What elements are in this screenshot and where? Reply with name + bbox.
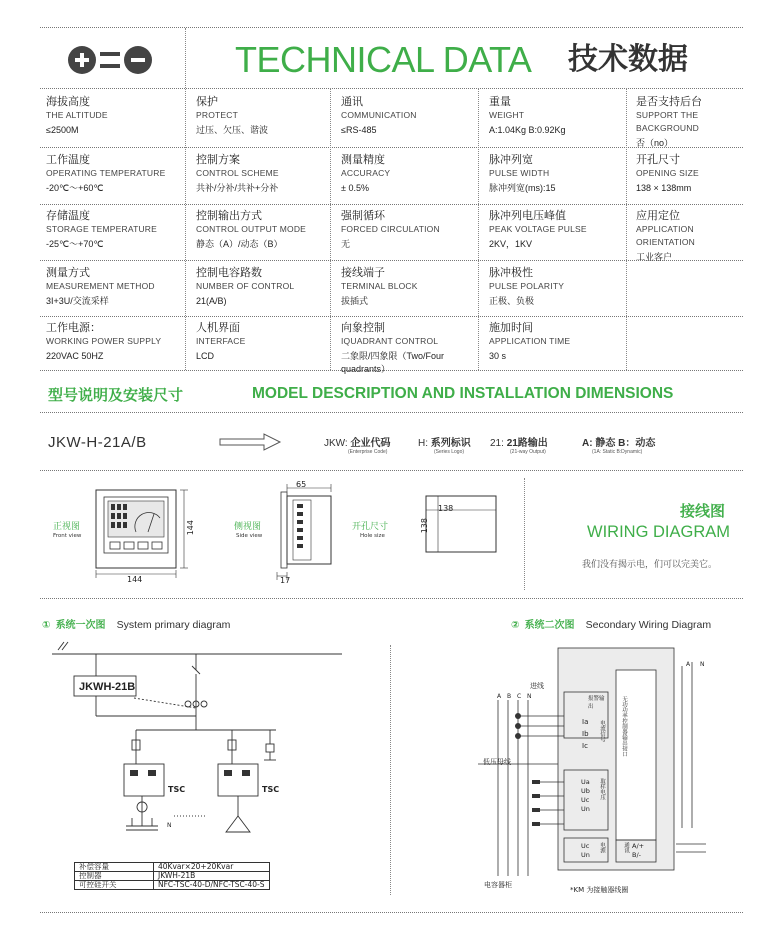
voltage-terminal: Un — [581, 805, 590, 813]
page-title-cn: 技术数据 — [568, 42, 688, 77]
spec-val: 工业客户 — [636, 252, 673, 262]
bom-cell: 控制器 — [75, 872, 154, 881]
spec-cn: 海拔高度 — [46, 96, 90, 108]
spec-en: STORAGE TEMPERATURE — [46, 224, 158, 234]
km-footnote: *KM 为接触器线圈 — [570, 886, 629, 894]
spec-cn: 脉冲极性 — [489, 267, 533, 279]
spec-en: APPLICATION ORIENTATION — [636, 224, 696, 247]
front-view-label-en: Front view — [53, 533, 82, 539]
tsc-label-2: TSC — [262, 785, 280, 794]
bom-cell: NFC-TSC-40-D/NFC-TSC-40-S — [154, 881, 270, 890]
spec-cn: 施加时间 — [489, 322, 533, 334]
tsc-label-1: TSC — [168, 785, 186, 794]
front-height-dim: 144 — [186, 520, 195, 536]
spec-cn: 接线端子 — [341, 267, 385, 279]
secondary-diagram — [478, 640, 718, 900]
spec-val: 共补/分补/共补+分补 — [196, 183, 279, 193]
primary-diagram — [46, 640, 346, 862]
power-label: 电源 — [599, 842, 605, 853]
brand-logo-icon — [66, 40, 156, 80]
spec-val: 138 × 138mm — [636, 183, 692, 193]
spec-cell — [196, 267, 336, 308]
spec-cn: 控制输出方式 — [196, 210, 262, 222]
phase-c: C — [517, 693, 522, 700]
spec-cell — [46, 322, 186, 363]
spec-val: 3I+3U/交流采样 — [46, 296, 109, 306]
comm-terminal: A/+ — [632, 842, 645, 850]
spec-cell — [489, 322, 629, 363]
section-divider — [40, 470, 743, 471]
grid-divider — [40, 88, 743, 89]
comm-terminal: B/- — [632, 851, 641, 859]
spec-cell — [196, 322, 336, 363]
spec-cn: 向象控制 — [341, 322, 385, 334]
side-view-label-en: Side view — [236, 533, 263, 539]
spec-cell — [196, 96, 336, 137]
spec-cn: 控制电容路数 — [196, 267, 262, 279]
phase-n: N — [527, 693, 532, 700]
spec-cell — [636, 210, 746, 264]
spec-en: NUMBER OF CONTROL — [196, 281, 295, 291]
alarm-label: 报警输出 — [588, 696, 605, 710]
grid-divider — [40, 316, 743, 317]
model-code: JKW-H-21A/B — [48, 434, 147, 451]
side-view-drawing — [275, 480, 335, 584]
spec-val: 拔插式 — [341, 296, 369, 306]
current-terminal: Ib — [582, 730, 589, 738]
wiring-title-cn: 接线图 — [680, 502, 726, 520]
wiring-vdivider — [524, 478, 525, 590]
spec-val: 220VAC 50HZ — [46, 351, 104, 361]
comm-label: 通讯 — [623, 842, 629, 853]
spec-en: OPENING SIZE — [636, 168, 699, 178]
spec-cell — [46, 96, 186, 137]
spec-cell — [196, 154, 336, 195]
wiring-title-en: WIRING DIAGRAM — [587, 523, 730, 541]
spec-en: PROTECT — [196, 110, 239, 120]
hole-size-label: 开孔尺寸 — [352, 522, 389, 532]
legend-h: H: 系列标识 (Series Logo) — [418, 438, 471, 455]
spec-val: 无 — [341, 239, 351, 249]
spec-en: WEIGHT — [489, 110, 525, 120]
voltage-terminal: Ub — [581, 787, 590, 795]
bottom-divider — [40, 912, 743, 913]
bus-label: 低压母线 — [483, 758, 511, 766]
spec-val: 21(A/B) — [196, 296, 227, 306]
bom-table — [74, 862, 270, 890]
wiring-note: 我们没有揭示电，们可以完美它。 — [582, 560, 718, 570]
spec-cell — [489, 154, 629, 195]
front-view-label: 正视图 — [53, 522, 81, 532]
spec-cell — [489, 267, 629, 308]
power-terminal: Un — [581, 851, 590, 859]
side-view-label: 侧视图 — [234, 522, 262, 532]
spec-val: -25℃～+70℃ — [46, 239, 104, 249]
spec-en: WORKING POWER SUPPLY — [46, 336, 162, 346]
spec-val: ± 0.5% — [341, 183, 369, 193]
spec-val: A:1.04Kg B:0.92Kg — [489, 125, 566, 135]
spec-en: PEAK VOLTAGE PULSE — [489, 224, 587, 234]
bom-cell: JKWH-21B — [154, 872, 270, 881]
spec-cn: 测量精度 — [341, 154, 385, 166]
spec-cell — [46, 154, 186, 195]
phase-b: B — [507, 693, 512, 700]
grid-divider — [40, 204, 743, 205]
model-section-title-cn: 型号说明及安装尺寸 — [48, 386, 184, 404]
spec-cell — [341, 96, 481, 137]
spec-cn: 控制方案 — [196, 154, 240, 166]
spec-cn: 工作温度 — [46, 154, 90, 166]
incoming-line-label: 进线 — [530, 682, 544, 690]
hole-height-dim: 138 — [420, 518, 429, 534]
grid-vdivider — [185, 28, 186, 370]
spec-val: 30 s — [489, 351, 507, 361]
spec-en: TERMINAL BLOCK — [341, 281, 418, 291]
secondary-diagram-title: ② 系统二次图 Secondary Wiring Diagram — [511, 619, 712, 631]
spec-cell — [341, 210, 481, 251]
voltage-terminal: Ua — [581, 778, 590, 786]
spec-cn: 工作电源： — [46, 322, 101, 334]
bom-cell: 可控硅开关 — [75, 881, 154, 890]
controller-label: JKWH-21B — [79, 681, 136, 693]
spec-cell — [46, 267, 186, 308]
spec-cn: 测量方式 — [46, 267, 90, 279]
top-divider — [40, 27, 743, 28]
spec-val: 过压、欠压、谐波 — [196, 125, 269, 135]
spec-en: PULSE WIDTH — [489, 168, 550, 178]
model-section-title-en: MODEL DESCRIPTION AND INSTALLATION DIMENSIONS — [252, 385, 674, 402]
spec-en: CONTROL OUTPUT MODE — [196, 224, 307, 234]
current-signal-label: 电流信号 — [599, 720, 605, 742]
spec-en: CONTROL SCHEME — [196, 168, 279, 178]
legend-jkw: JKW: 企业代码 (Enterprise Code) — [324, 438, 391, 455]
current-terminal: Ia — [582, 718, 589, 726]
diagram-vdivider — [390, 645, 391, 895]
spec-cell — [489, 96, 629, 137]
spec-val: ≤2500M — [46, 125, 79, 135]
spec-en: INTERFACE — [196, 336, 246, 346]
spec-cn: 人机界面 — [196, 322, 240, 334]
spec-en: MEASUREMENT METHOD — [46, 281, 155, 291]
spec-en: OPERATING TEMPERATURE — [46, 168, 166, 178]
arrow-right-icon — [218, 432, 282, 452]
spec-en: ACCURACY — [341, 168, 391, 178]
spec-cn: 脉冲列电压峰值 — [489, 210, 566, 222]
phase-a-top: A — [686, 661, 691, 668]
spec-val: 正极、负极 — [489, 296, 535, 306]
current-terminal: Ic — [582, 742, 588, 750]
hole-width-dim: 138 — [438, 504, 454, 513]
section-divider — [40, 412, 743, 413]
spec-en: COMMUNICATION — [341, 110, 417, 120]
spec-val: 否（no） — [636, 138, 674, 148]
spec-val: 脉冲列宽(ms):15 — [489, 183, 556, 193]
spec-en: PULSE POLARITY — [489, 281, 565, 291]
cabinet-label: 电容器柜 — [484, 881, 512, 889]
spec-en: IQUADRANT CONTROL — [341, 336, 439, 346]
spec-cn: 保护 — [196, 96, 218, 108]
spec-en: FORCED CIRCULATION — [341, 224, 440, 234]
voltage-terminal: Uc — [581, 796, 590, 804]
spec-cell — [196, 210, 336, 251]
spec-val: 二象限/四象限（Two/Four quadrants） — [341, 351, 445, 374]
side-depth-dim: 65 — [296, 480, 307, 489]
spec-cell — [46, 210, 186, 251]
spec-en: SUPPORT THE BACKGROUND — [636, 110, 699, 133]
legend-21: 21: 21路输出 (21-way Output) — [490, 438, 548, 455]
phase-a: A — [497, 693, 502, 700]
spec-val: 静态（A）/动态（B） — [196, 239, 283, 249]
spec-cell — [636, 96, 746, 150]
spec-cn: 应用定位 — [636, 210, 680, 222]
spec-cn: 是否支持后台 — [636, 96, 702, 108]
power-terminal: Uc — [581, 842, 590, 850]
spec-en: APPLICATION TIME — [489, 336, 571, 346]
spec-cell — [341, 154, 481, 195]
primary-diagram-title: ① 系统一次图 System primary diagram — [42, 619, 231, 631]
neutral-label: N — [167, 822, 172, 829]
front-view-drawing — [92, 488, 202, 584]
spec-val: -20℃～+60℃ — [46, 183, 104, 193]
spec-val: ≤RS-485 — [341, 125, 377, 135]
hole-size-label-en: Hole size — [360, 533, 385, 539]
spec-cn: 通讯 — [341, 96, 363, 108]
spec-cell — [636, 154, 746, 195]
spec-cn: 存储温度 — [46, 210, 90, 222]
section-divider — [40, 598, 743, 599]
phase-n-top: N — [700, 661, 705, 668]
front-width-dim: 144 — [127, 575, 143, 584]
spec-cn: 重量 — [489, 96, 511, 108]
spec-cell — [489, 210, 629, 251]
legend-ab: A: 静态 B：动态 (1A: Static B:Dynamic) — [582, 438, 656, 455]
bom-cell: 40Kvar×20+20Kvar — [154, 863, 270, 872]
spec-en: THE ALTITUDE — [46, 110, 108, 120]
spec-cell — [341, 267, 481, 308]
page-title-en: TECHNICAL DATA — [235, 39, 532, 80]
side-bezel-dim: 17 — [280, 576, 291, 585]
controller-output-label: 无功功率控制器输出接口 — [621, 696, 627, 757]
bom-cell: 补偿容量 — [75, 863, 154, 872]
spec-cell — [341, 322, 481, 376]
spec-cn: 脉冲列宽 — [489, 154, 533, 166]
bom-row — [75, 881, 270, 890]
spec-val: 2KV，1KV — [489, 239, 533, 249]
voltage-sample-label: 取样电压 — [599, 778, 605, 800]
spec-val: LCD — [196, 351, 215, 361]
spec-cn: 强制循环 — [341, 210, 385, 222]
spec-cn: 开孔尺寸 — [636, 154, 680, 166]
